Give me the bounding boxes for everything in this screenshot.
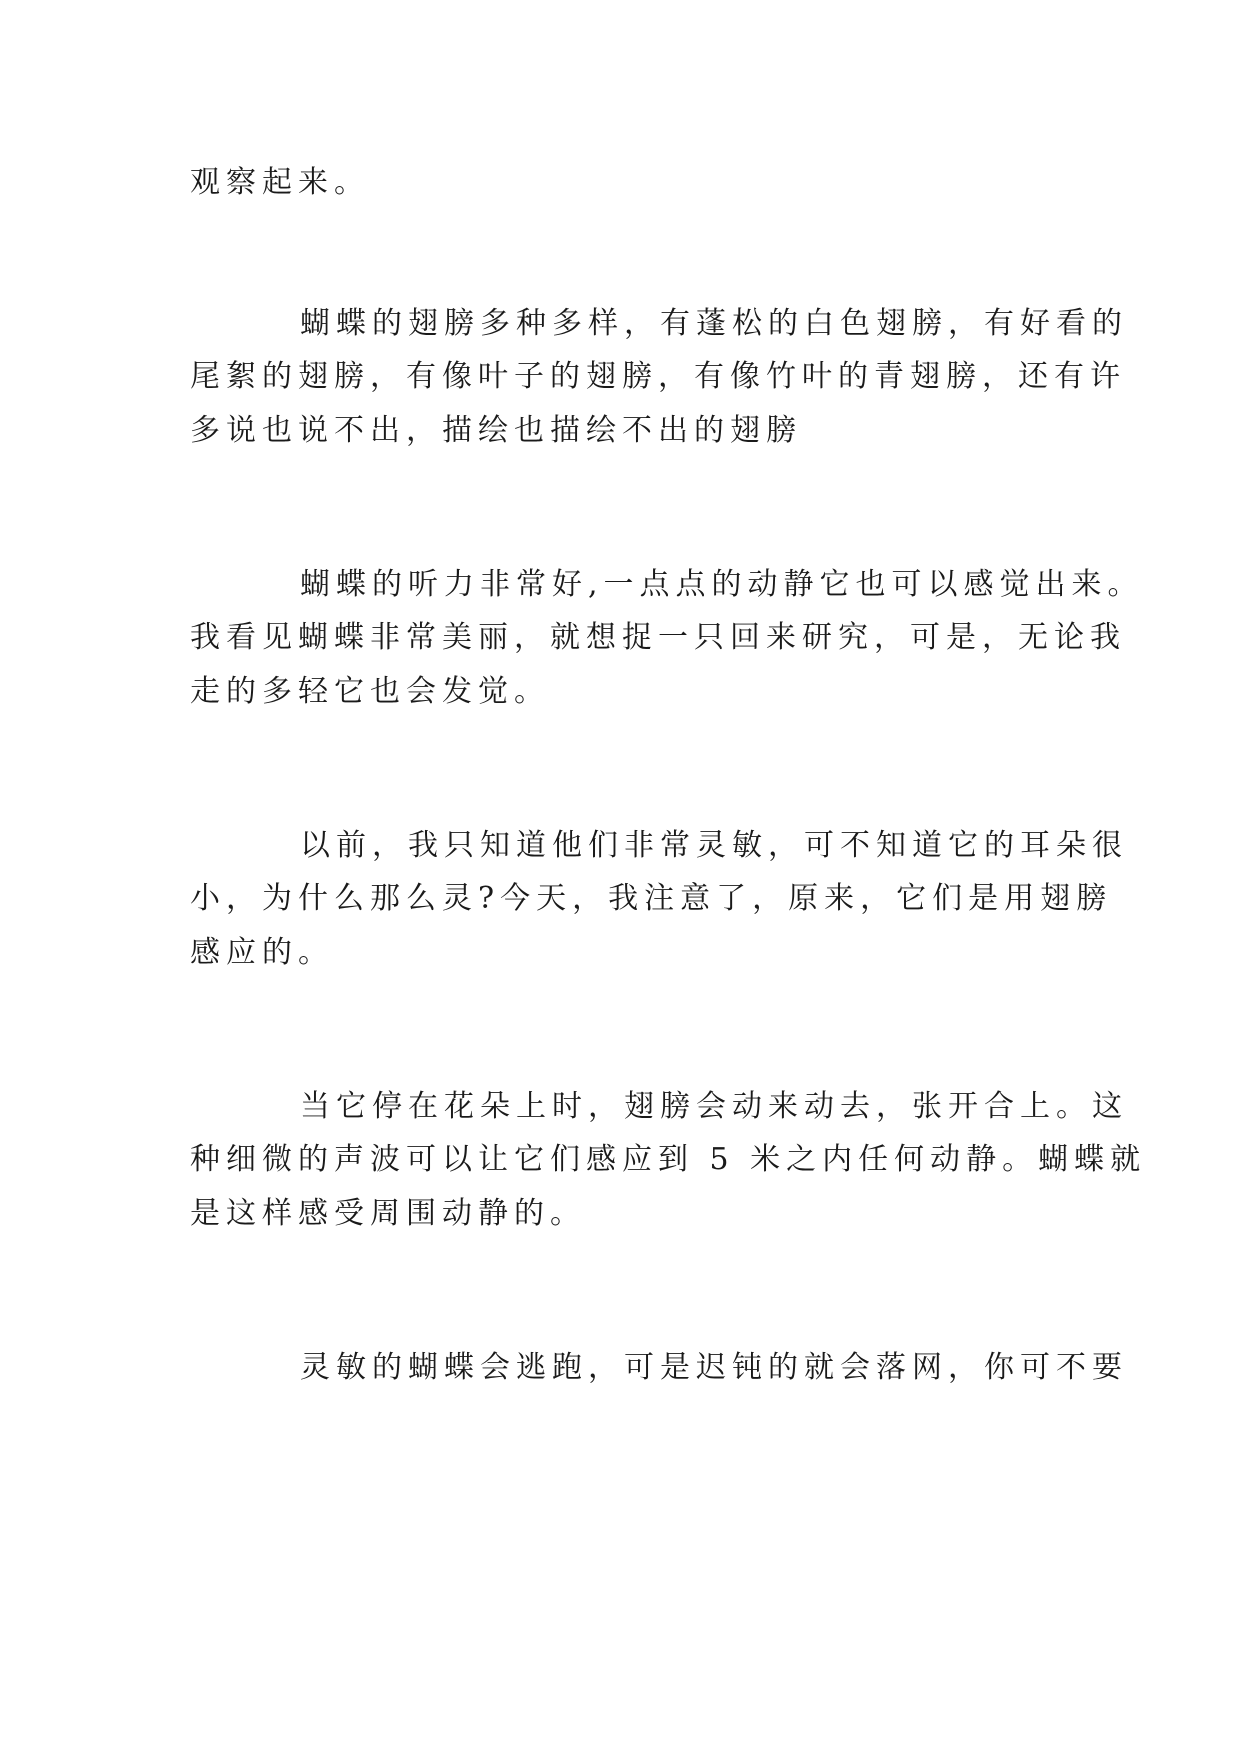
paragraph-line: 以前，我只知道他们非常灵敏，可不知道它的耳朵很	[300, 828, 1128, 863]
paragraph-line: 观察起来。	[190, 165, 370, 200]
paragraph-line: 灵敏的蝴蝶会逃跑，可是迟钝的就会落网，你可不要	[300, 1350, 1128, 1385]
paragraph-line: 多说也说不出，描绘也描绘不出的翅膀	[190, 413, 802, 448]
paragraph-line: 蝴蝶的翅膀多种多样，有蓬松的白色翅膀，有好看的	[300, 306, 1128, 341]
paragraph-line: 感应的。	[190, 935, 334, 970]
paragraph-line: 小，为什么那么灵?今天，我注意了，原来，它们是用翅膀	[190, 881, 1113, 916]
paragraph-line: 蝴蝶的听力非常好,一点点的动静它也可以感觉出来。	[300, 567, 1144, 602]
paragraph-line: 当它停在花朵上时，翅膀会动来动去，张开合上。这	[300, 1089, 1128, 1124]
paragraph-line: 种细微的声波可以让它们感应到 5 米之内任何动静。蝴蝶就	[190, 1142, 1147, 1177]
paragraph-line: 尾絮的翅膀，有像叶子的翅膀，有像竹叶的青翅膀，还有许	[190, 359, 1126, 394]
paragraph-line: 是这样感受周围动静的。	[190, 1196, 586, 1231]
paragraph-line: 我看见蝴蝶非常美丽，就想捉一只回来研究，可是，无论我	[190, 620, 1126, 655]
paragraph-line: 走的多轻它也会发觉。	[190, 674, 550, 709]
